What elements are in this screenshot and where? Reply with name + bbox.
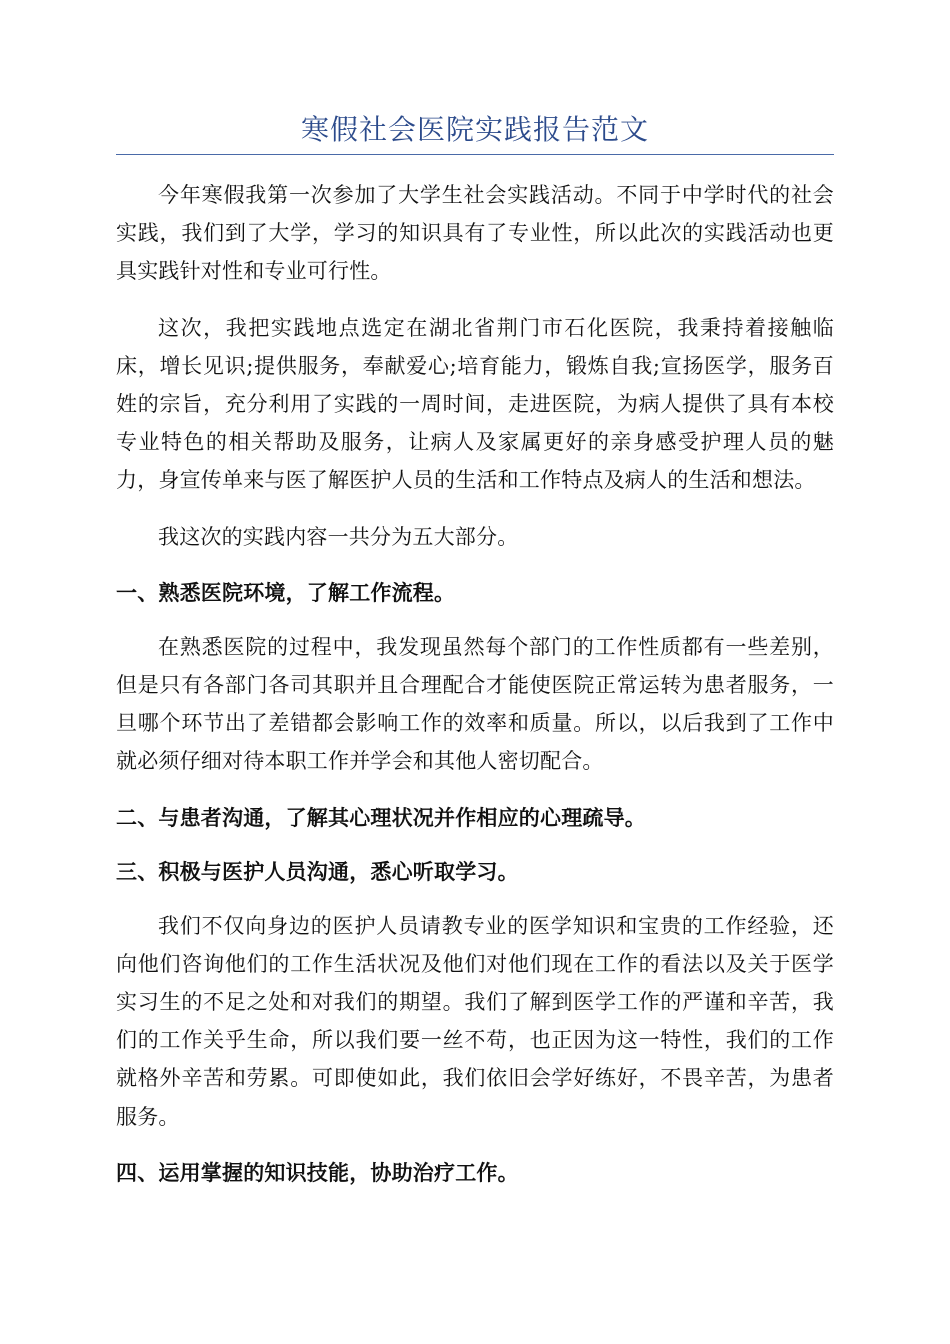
section-heading-3: 三、积极与医护人员沟通，悉心听取学习。 bbox=[116, 859, 519, 884]
section-heading-1: 一、熟悉医院环境，了解工作流程。 bbox=[116, 580, 456, 605]
paragraph-section-1: 在熟悉医院的过程中，我发现虽然每个部门的工作性质都有一些差别，但是只有各部门各司其职并且合理配合才能使医院正常运转为患者服务，一旦哪个环节出了差错都会影响工作的效率和质量。所以，以后我到了工作中就必须仔细对待本职工作并学会和其他人密切配合。 bbox=[116, 634, 834, 774]
title-divider bbox=[116, 154, 834, 155]
paragraph-intro: 今年寒假我第一次参加了大学生社会实践活动。不同于中学时代的社会实践，我们到了大学，学习的知识具有了专业性，所以此次的实践活动也更具实践针对性和专业可行性。 bbox=[116, 183, 834, 284]
page-title: 寒假社会医院实践报告范文 bbox=[300, 113, 649, 146]
paragraph-location: 这次，我把实践地点选定在湖北省荆门市石化医院，我秉持着接触临床，增长见识;提供服务，奉献爱心;培育能力，锻炼自我;宣扬医学，服务百姓的宗旨，充分利用了实践的一周时间，走进医院，为病人提供了具有本校专业特色的相关帮助及服务，让病人及家属更好的亲身感受护理人员的魅力，身宣传单来与医了解医护人员的生活和工作特点及病人的生活和想法。 bbox=[116, 315, 834, 493]
paragraph-overview: 我这次的实践内容一共分为五大部分。 bbox=[158, 524, 519, 549]
document-body bbox=[116, 176, 834, 1208]
section-heading-4: 四、运用掌握的知识技能，协助治疗工作。 bbox=[116, 1160, 519, 1185]
paragraph-section-3: 我们不仅向身边的医护人员请教专业的医学知识和宝贵的工作经验，还向他们咨询他们的工作生活状况及他们对他们现在工作的看法以及关于医学实习生的不足之处和对我们的期望。我们了解到医学工作的严谨和辛苦，我们的工作关乎生命，所以我们要一丝不苟，也正因为这一特性，我们的工作就格外辛苦和劳累。可即使如此，我们依旧会学好练好，不畏辛苦，为患者服务。 bbox=[116, 913, 834, 1129]
section-heading-2: 二、与患者沟通，了解其心理状况并作相应的心理疏导。 bbox=[116, 805, 646, 830]
